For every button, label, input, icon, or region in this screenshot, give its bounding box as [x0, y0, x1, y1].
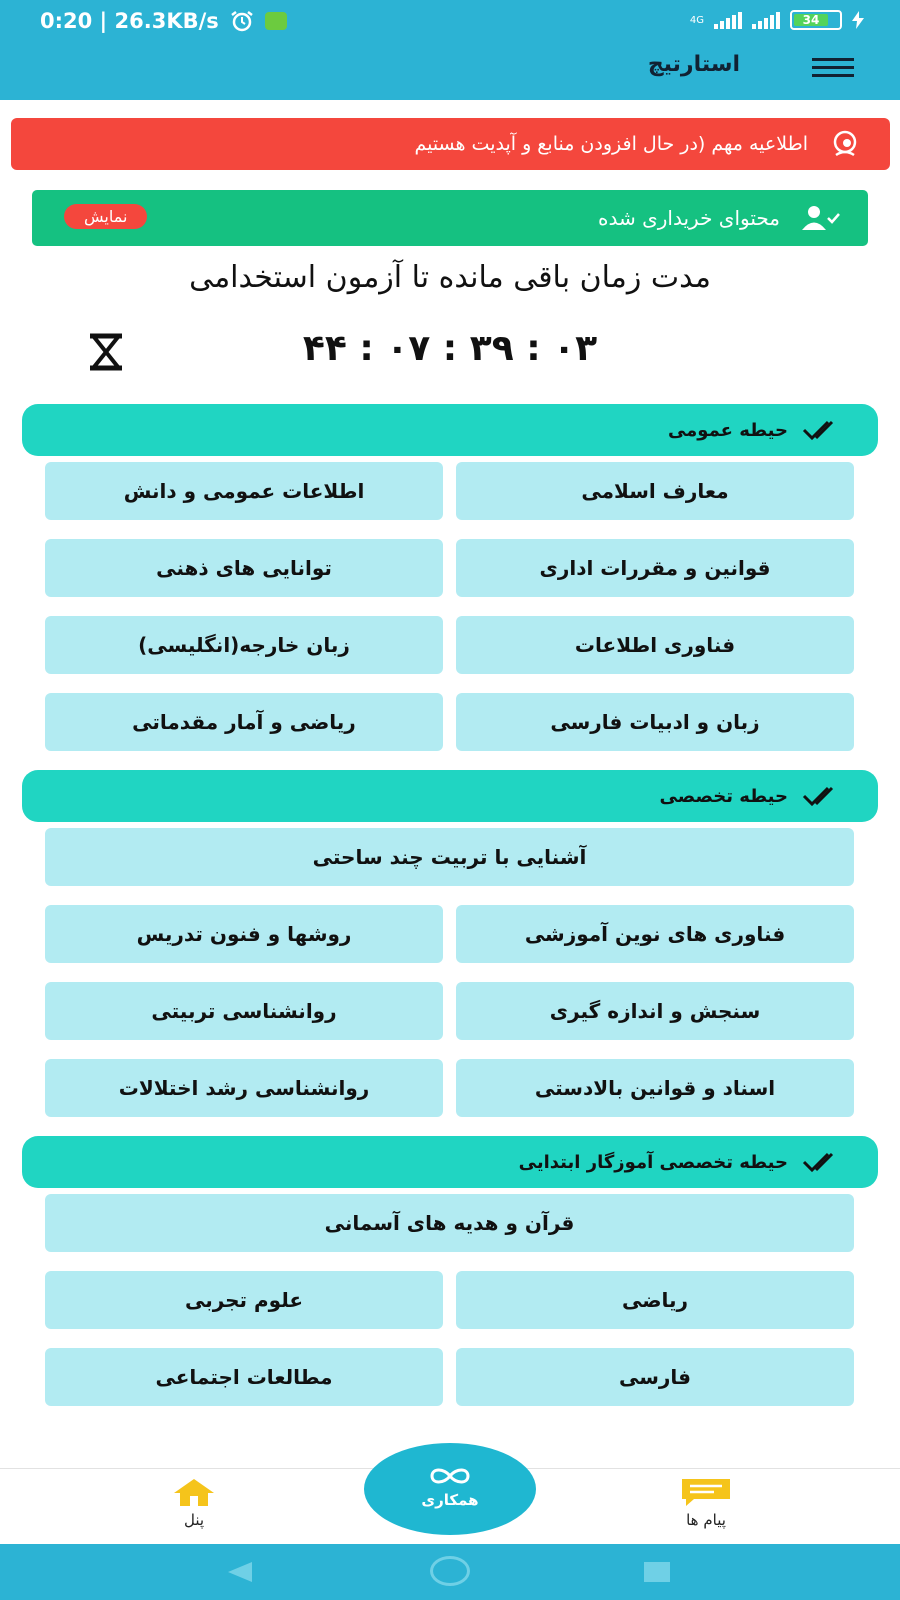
top-bar [0, 0, 900, 100]
double-check-icon [802, 418, 842, 442]
collaboration-button[interactable] [364, 1443, 536, 1535]
topic-button[interactable]: ریاضی [456, 1271, 854, 1329]
topic-button[interactable]: روشها و فنون تدریس [45, 905, 443, 963]
battery-level: 34 [794, 14, 828, 26]
alarm-icon [229, 10, 255, 32]
countdown-title: مدت زمان باقی مانده تا آزمون استخدامی [189, 260, 711, 295]
topic-button[interactable]: زبان و ادبیات فارسی [456, 693, 854, 751]
hourglass-icon [86, 333, 126, 371]
topic-button[interactable]: توانایی های ذهنی [45, 539, 443, 597]
double-check-icon [802, 1150, 842, 1174]
network-type: 4G [689, 14, 704, 26]
section-general-title: حیطه عمومی [667, 419, 788, 441]
nav-panel[interactable] [134, 1477, 254, 1529]
announcement-text: اطلاعیه مهم (در حال افزودن منابع و آپدیت هستیم [414, 133, 808, 155]
signal-icon-1 [714, 11, 742, 29]
topic-button[interactable]: فارسی [456, 1348, 854, 1406]
topic-button[interactable]: مطالعات اجتماعی [45, 1348, 443, 1406]
topic-button[interactable]: اطلاعات عمومی و دانش [45, 462, 443, 520]
purchased-content-label: محتوای خریداری شده [598, 206, 780, 230]
topic-button[interactable]: معارف اسلامی [456, 462, 854, 520]
section-specialized-title: حیطه تخصصی [659, 785, 788, 807]
battery-icon [790, 10, 842, 30]
menu-icon[interactable] [812, 58, 854, 78]
user-check-icon [800, 203, 840, 233]
topic-button[interactable]: قرآن و هدیه های آسمانی [45, 1194, 854, 1252]
topic-button[interactable]: آشنایی با تربیت چند ساحتی [45, 828, 854, 886]
topic-button[interactable]: سنجش و اندازه گیری [456, 982, 854, 1040]
topic-button[interactable]: اسناد و قوانین بالادستی [456, 1059, 854, 1117]
section-primary-title: حیطه تخصصی آموزگار ابتدایی [518, 1151, 788, 1173]
countdown-timer: ۴۴ : ۰۷ : ۳۹ : ۰۳ [302, 328, 598, 369]
nav-panel-label: پنل [183, 1511, 205, 1529]
announcement-banner[interactable] [11, 118, 890, 170]
purchased-content-bar[interactable] [32, 190, 868, 246]
message-icon [680, 1477, 732, 1507]
signal-icon-2 [752, 11, 780, 29]
topic-button[interactable]: ریاضی و آمار مقدماتی [45, 693, 443, 751]
status-left [40, 9, 287, 33]
support-agent-icon [828, 127, 862, 161]
infinity-icon [427, 1465, 473, 1487]
section-general-header[interactable] [22, 404, 878, 456]
show-button[interactable]: نمایش [64, 204, 147, 229]
charging-icon [852, 11, 864, 29]
nav-messages-label: پیام ها [686, 1511, 726, 1529]
home-circle-icon[interactable] [430, 1556, 470, 1586]
section-specialized-header[interactable] [22, 770, 878, 822]
system-navigation-bar [0, 1544, 900, 1600]
home-icon [170, 1477, 218, 1507]
topic-button[interactable]: روانشناسی رشد اختلالات [45, 1059, 443, 1117]
topic-button[interactable]: زبان خارجه(انگلیسی) [45, 616, 443, 674]
section-primary-header[interactable] [22, 1136, 878, 1188]
nav-messages[interactable] [646, 1477, 766, 1529]
topic-button[interactable]: قوانین و مقررات اداری [456, 539, 854, 597]
topic-button[interactable]: علوم تجربی [45, 1271, 443, 1329]
back-icon[interactable] [228, 1562, 252, 1582]
app-notification-icon [265, 12, 287, 30]
status-time-speed: 0:20 | 26.3KB/s [40, 9, 219, 33]
topic-button[interactable]: فناوری اطلاعات [456, 616, 854, 674]
status-bar [0, 0, 900, 44]
topic-button[interactable]: روانشناسی تربیتی [45, 982, 443, 1040]
recents-icon[interactable] [644, 1562, 670, 1582]
app-title: استارتیچ [647, 52, 740, 77]
status-right [690, 10, 864, 30]
double-check-icon [802, 784, 842, 808]
collaboration-label: همکاری [421, 1491, 479, 1509]
topic-button[interactable]: فناوری های نوین آموزشی [456, 905, 854, 963]
